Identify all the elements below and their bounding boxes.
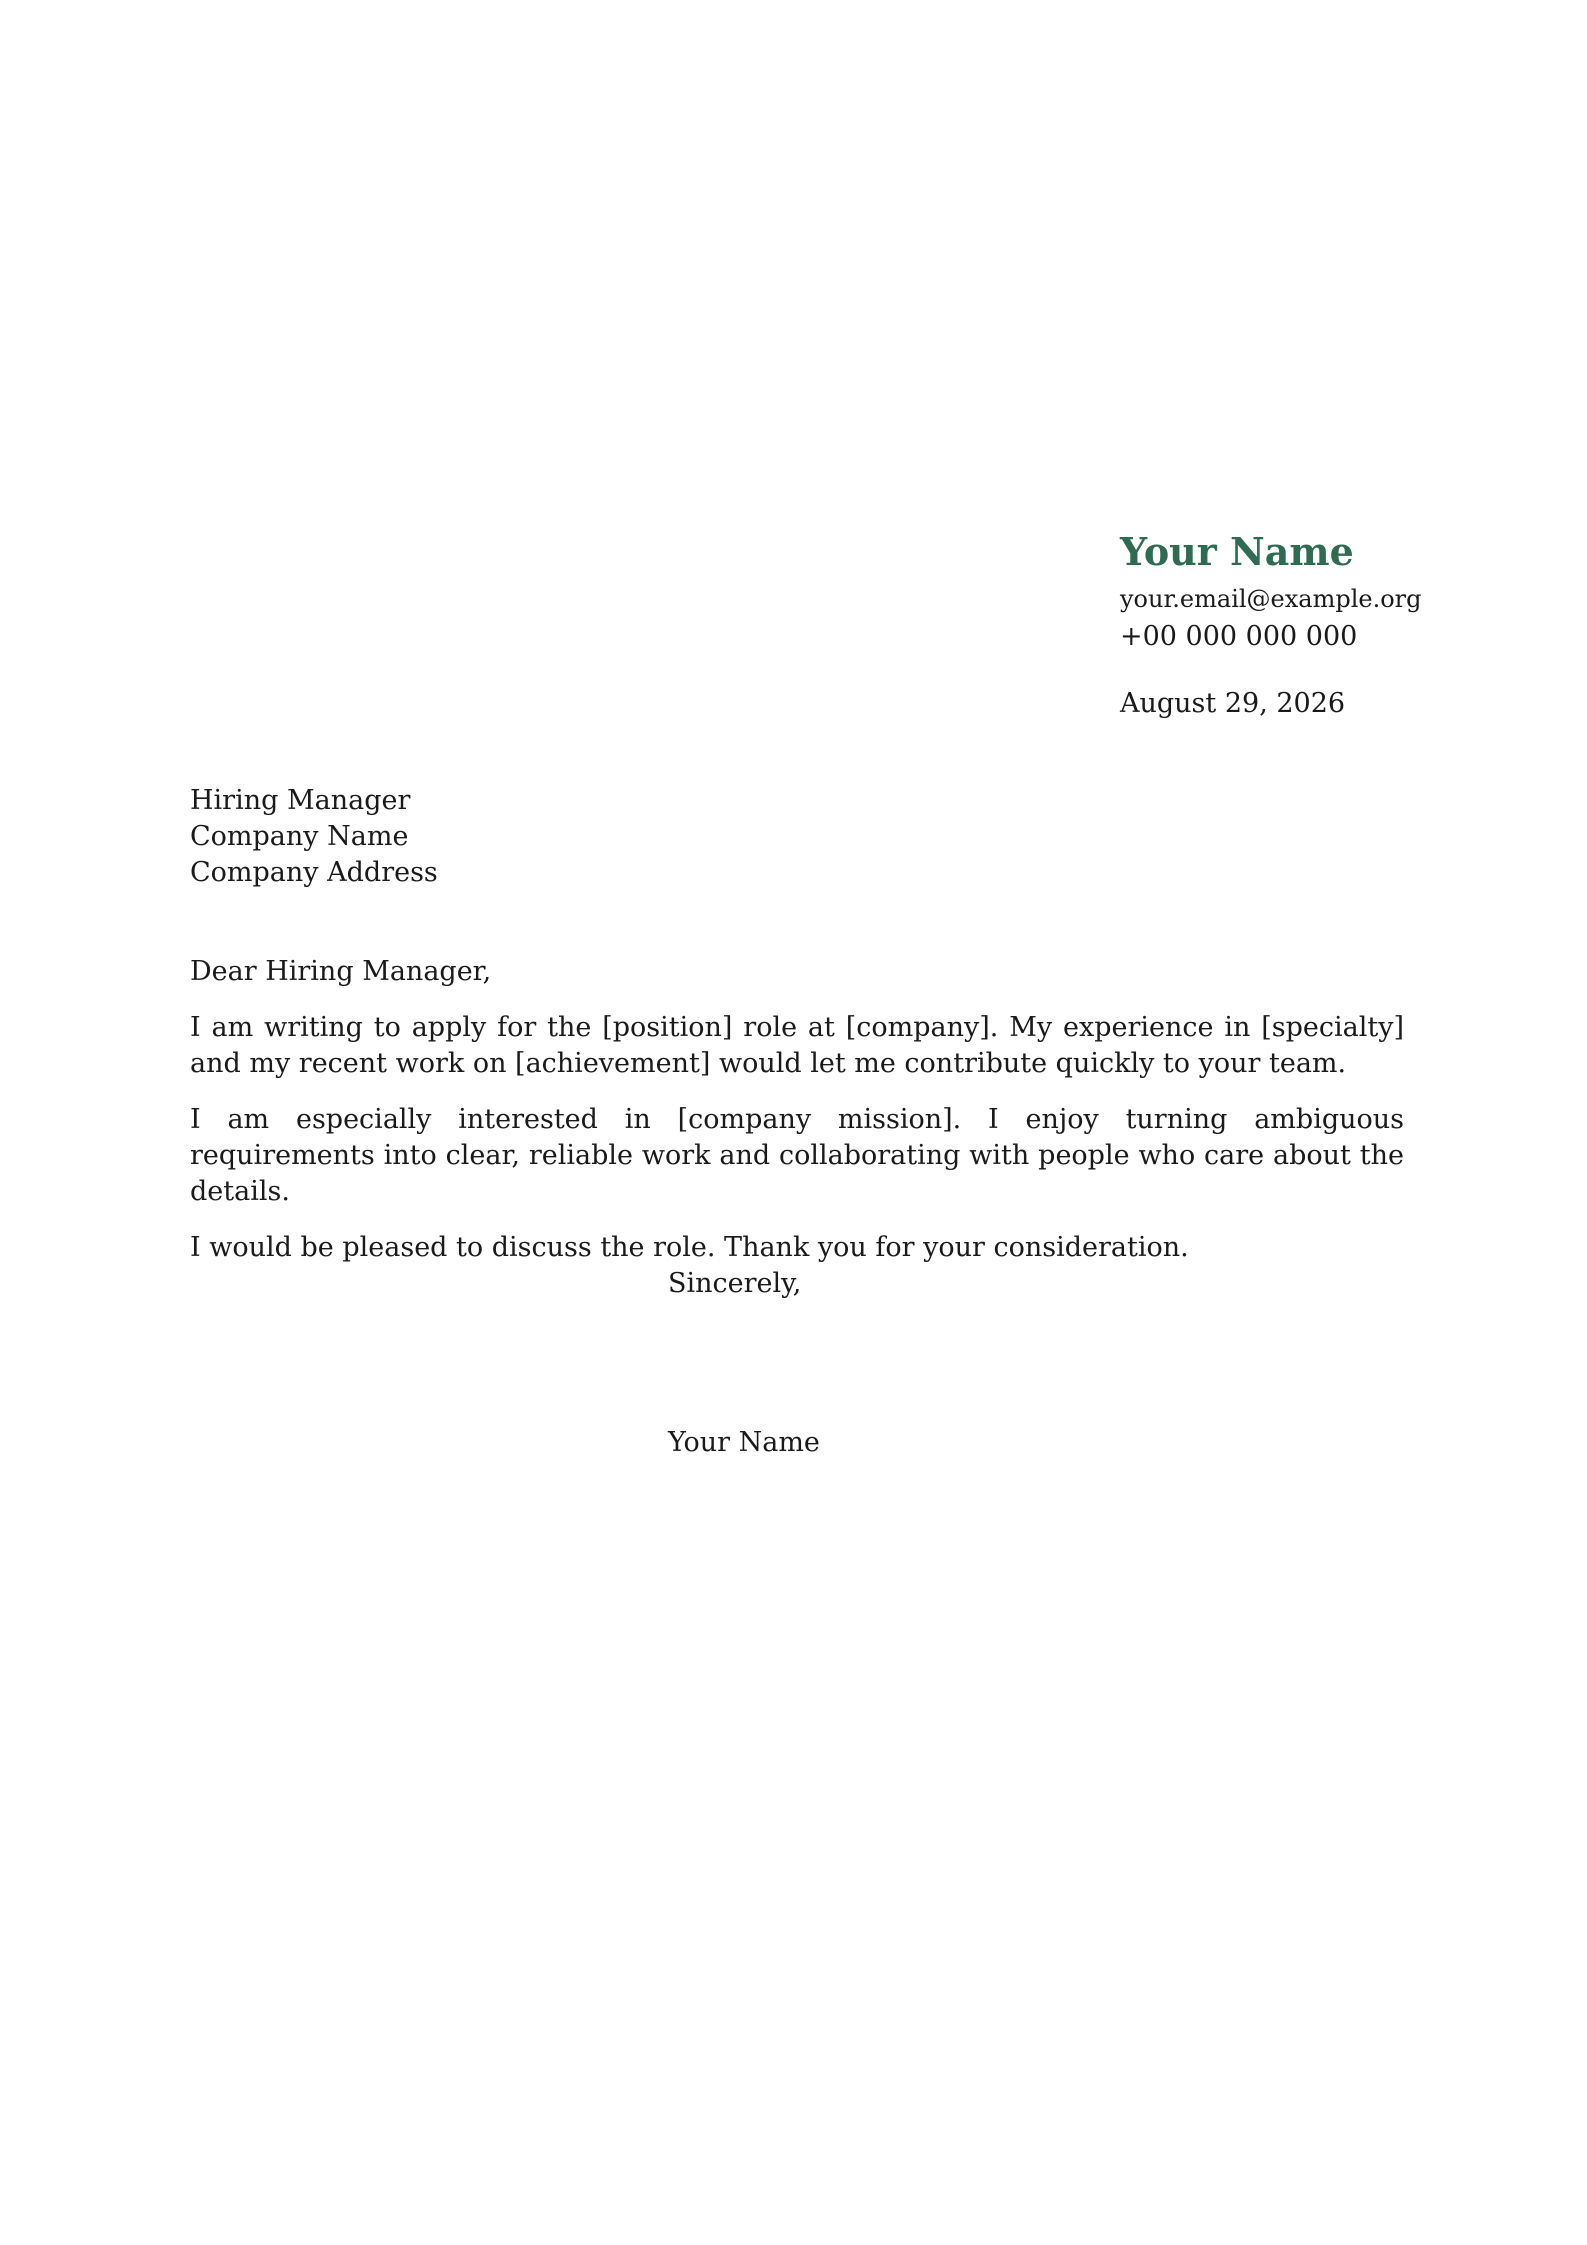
sender-email: your.email@example.org — [1120, 585, 1422, 613]
sender-name: Your Name — [1120, 529, 1354, 574]
letter-body — [190, 1010, 1404, 1286]
salutation: Dear Hiring Manager, — [190, 956, 492, 987]
body-paragraph: I am writing to apply for the [position] role at [company]. My experience in [specialty] and my recent work on [achievement] would let me contribute quickly to your team. — [190, 1012, 1404, 1079]
letter-date: August 29, 2026 — [1120, 688, 1346, 719]
signature-name: Your Name — [668, 1427, 820, 1458]
recipient-address: Company Address — [190, 857, 438, 888]
sender-block — [1120, 525, 1540, 655]
closing: Sincerely, — [668, 1268, 802, 1299]
body-paragraph: I would be pleased to discuss the role. Thank you for your consideration. — [190, 1232, 1189, 1263]
recipient-block — [190, 783, 438, 891]
recipient-company: Company Name — [190, 821, 409, 852]
sender-phone: +00 000 000 000 — [1120, 621, 1358, 652]
body-paragraph: I am especially interested in [company mission]. I enjoy turning ambiguous requirements into clear, reliable work and collaborating with people who care about the details. — [190, 1104, 1404, 1207]
recipient-title: Hiring Manager — [190, 785, 411, 816]
